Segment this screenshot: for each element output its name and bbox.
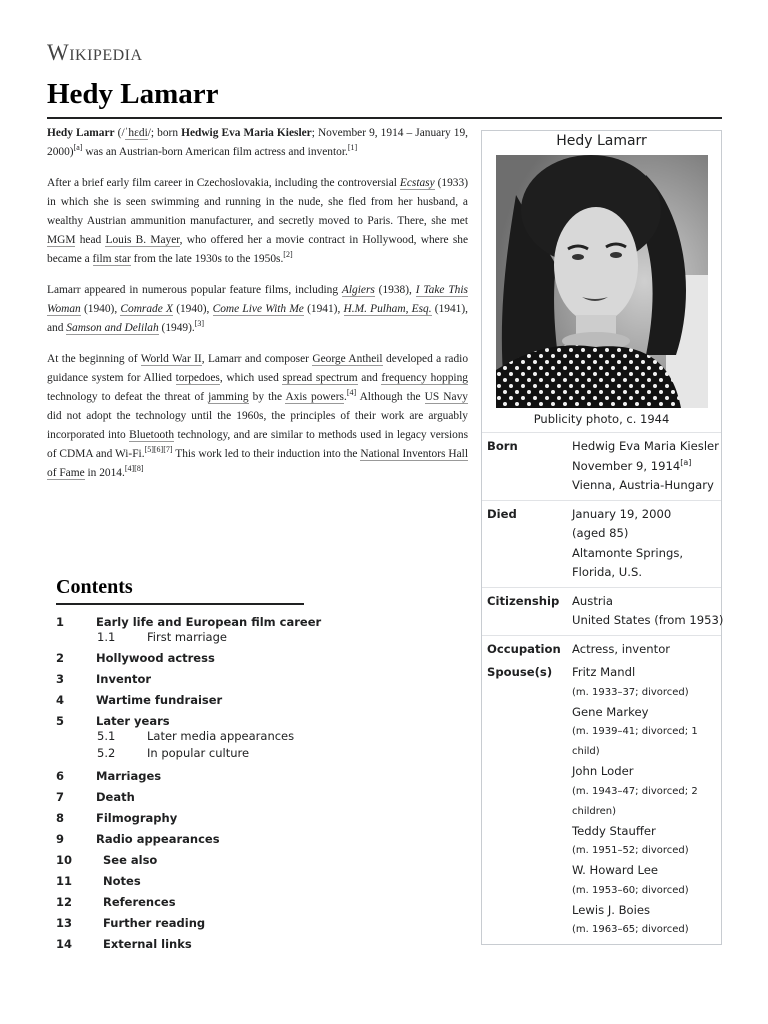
link-jamming[interactable]: jamming: [208, 391, 249, 403]
link-frequency-hopping[interactable]: frequency hopping: [381, 372, 468, 384]
link-national-inventors-hall-of-fame[interactable]: National Inventors Hall of Fame: [47, 448, 468, 479]
occupation-label: Occupation: [487, 641, 561, 656]
toc-item-filmography[interactable]: 8 Filmography: [56, 811, 178, 825]
link-us-navy[interactable]: US Navy: [424, 391, 468, 403]
infobox-row-died: [482, 500, 721, 587]
infobox-row-spouses: [482, 663, 721, 944]
link-come-live-with-me[interactable]: Come Live With Me: [212, 303, 304, 315]
toc-item-wartime-fundraiser[interactable]: 4 Wartime fundraiser: [56, 693, 223, 707]
toc-item-external-links[interactable]: 14 External links: [56, 937, 192, 951]
subject-name: Hedy Lamarr: [47, 127, 115, 139]
portrait-photo[interactable]: [496, 155, 708, 408]
toc-item-death[interactable]: 7 Death: [56, 790, 135, 804]
pronunciation-link[interactable]: ˈhɛdi: [124, 127, 148, 139]
infobox: [481, 130, 722, 945]
spouse-detail: (m. 1943–47; divorced; 2 children): [572, 785, 698, 817]
died-label: Died: [487, 506, 517, 521]
link-torpedoes[interactable]: torpedoes: [175, 372, 220, 384]
toc-item-further-reading[interactable]: 13 Further reading: [56, 916, 206, 930]
link-axis-powers[interactable]: Axis powers: [285, 391, 344, 403]
occupation-value: Actress, inventor: [572, 641, 671, 656]
link-world-war-ii[interactable]: World War II: [140, 353, 202, 365]
link-spread-spectrum[interactable]: spread spectrum: [282, 372, 358, 384]
link-louis-b-mayer[interactable]: Louis B. Mayer: [105, 234, 180, 246]
born-value: Hedwig Eva Maria Kiesler November 9, 1914[a] Vienna, Austria-Hungary: [572, 439, 719, 492]
spouse-detail: (m. 1953–60; divorced): [572, 884, 689, 896]
toc-title: Contents: [56, 576, 133, 598]
spouse-name: Lewis J. Boies: [572, 902, 651, 917]
link-bluetooth[interactable]: Bluetooth: [129, 429, 175, 441]
toc-item-hollywood-actress[interactable]: 2 Hollywood actress: [56, 651, 215, 665]
portrait-illustration: [496, 155, 708, 408]
citizenship-value: Austria United States (from 1953): [572, 593, 724, 627]
infobox-row-citizenship: [482, 587, 724, 635]
toc-item-later-years[interactable]: 5 Later years: [56, 714, 170, 728]
spouses-value: [572, 663, 721, 940]
wikipedia-wordmark[interactable]: Wikipedia: [47, 40, 143, 65]
spouse-name: John Loder: [572, 764, 634, 778]
link-algiers[interactable]: Algiers: [341, 284, 375, 296]
toc-item-first-marriage[interactable]: 1.1 First marriage: [97, 630, 227, 644]
link-samson-and-delilah[interactable]: Samson and Delilah: [66, 322, 159, 334]
ref-5-6-7[interactable]: [5][6][7]: [144, 445, 173, 455]
spouse-detail: (m. 1939–41; divorced; 1 child): [572, 726, 698, 757]
toc-item-popular-culture[interactable]: 5.2 In popular culture: [97, 746, 250, 760]
toc-divider: [56, 603, 304, 605]
title-divider: [47, 117, 722, 119]
page-title: Hedy Lamarr: [47, 78, 219, 110]
spouse-name: Gene Markey: [572, 704, 649, 719]
link-mgm[interactable]: MGM: [47, 234, 76, 246]
link-film-star[interactable]: film star: [92, 253, 131, 265]
ref-1[interactable]: [1]: [347, 143, 358, 153]
born-ref-a[interactable]: [a]: [680, 457, 692, 467]
toc-item-radio-appearances[interactable]: 9 Radio appearances: [56, 832, 220, 846]
toc-item-early-life[interactable]: 1 Early life and European film career: [56, 615, 322, 629]
toc-item-notes[interactable]: 11 Notes: [56, 874, 141, 888]
link-i-take-this-woman[interactable]: I Take This Woman: [47, 284, 468, 315]
toc-item-inventor[interactable]: 3 Inventor: [56, 672, 152, 686]
spouses-label: Spouse(s): [487, 665, 553, 679]
spouse-name: Fritz Mandl: [572, 665, 636, 679]
ref-a[interactable]: [a]: [73, 143, 83, 153]
infobox-title: Hedy Lamarr: [556, 133, 647, 149]
link-hm-pulham[interactable]: H.M. Pulham, Esq.: [343, 303, 432, 315]
citizenship-label: Citizenship: [487, 593, 560, 608]
spouse-detail: (m. 1933–37; divorced): [572, 686, 689, 698]
spouse-detail: (m. 1951–52; divorced): [572, 845, 689, 856]
infobox-row-born: [482, 432, 721, 500]
ref-2[interactable]: [2]: [283, 250, 293, 260]
died-value: January 19, 2000 (aged 85) Altamonte Springs, Florida, U.S.: [572, 506, 684, 579]
ref-4-8[interactable]: [4][8]: [124, 464, 144, 474]
born-label: Born: [487, 439, 518, 453]
spouse-name: Teddy Stauffer: [572, 823, 656, 838]
ref-3[interactable]: [3]: [194, 319, 205, 329]
link-ecstasy[interactable]: Ecstasy: [399, 177, 435, 189]
paragraph-films: Lamarr appeared in numerous popular feature films, including Algiers (1938), I Take This Woman (1940), Comrade X (1940), Come Live With Me (1941), H.M. Pulham, Esq. (1941), and Samson and Delilah (1949).[3]: [47, 284, 468, 334]
ref-4[interactable]: [4]: [346, 388, 357, 398]
toc-item-references[interactable]: 12 References: [56, 895, 176, 909]
toc-item-marriages[interactable]: 6 Marriages: [56, 769, 162, 783]
article-body: [47, 124, 468, 495]
photo-caption: Publicity photo, c. 1944: [533, 412, 670, 426]
birth-name: Hedwig Eva Maria Kiesler: [181, 127, 312, 139]
toc-item-later-media[interactable]: 5.1 Later media appearances: [97, 729, 295, 743]
paragraph-inventor: At the beginning of World War II, Lamarr and composer George Antheil developed a radio guidance system for Allied torpedoes, which used spread spectrum and frequency hopping technology to defeat the threat of jamming by the Axis powers.[4] Although the US Navy did not adopt the technology until the 1960s, the principles of their work are arguably incorporated into Bluetooth technology, and are similar to methods used in legacy versions of CDMA and Wi-Fi.[5][6][7] This work led to their induction into the National Inventors Hall of Fame in 2014.[4][8]: [47, 353, 469, 479]
spouse-name: W. Howard Lee: [572, 863, 659, 877]
spouse-detail: (m. 1963–65; divorced): [572, 924, 689, 935]
link-comrade-x[interactable]: Comrade X: [120, 303, 173, 315]
toc-item-see-also[interactable]: 10 See also: [56, 853, 158, 867]
lead-paragraph: Hedy Lamarr (/ˈhɛdi/; born Hedwig Eva Maria Kiesler; November 9, 1914 – January 19, 2000)[a] was an Austrian-born American film actress and inventor.[1]: [47, 127, 468, 158]
infobox-row-occupation: [482, 635, 721, 664]
link-george-antheil[interactable]: George Antheil: [312, 353, 383, 365]
paragraph-early-career: After a brief early film career in Czechoslovakia, including the controversial Ecstasy (1933) in which she is seen swimming and running in the nude, she fled from her husband, a wealthy Austrian ammunition manufacturer, and secretly moved to Paris. There, she met MGM head Louis B. Mayer, who offered her a movie contract in Hollywood, where she became a film star from the late 1930s to the 1950s.[2]: [47, 177, 469, 265]
table-of-contents: [56, 576, 476, 958]
